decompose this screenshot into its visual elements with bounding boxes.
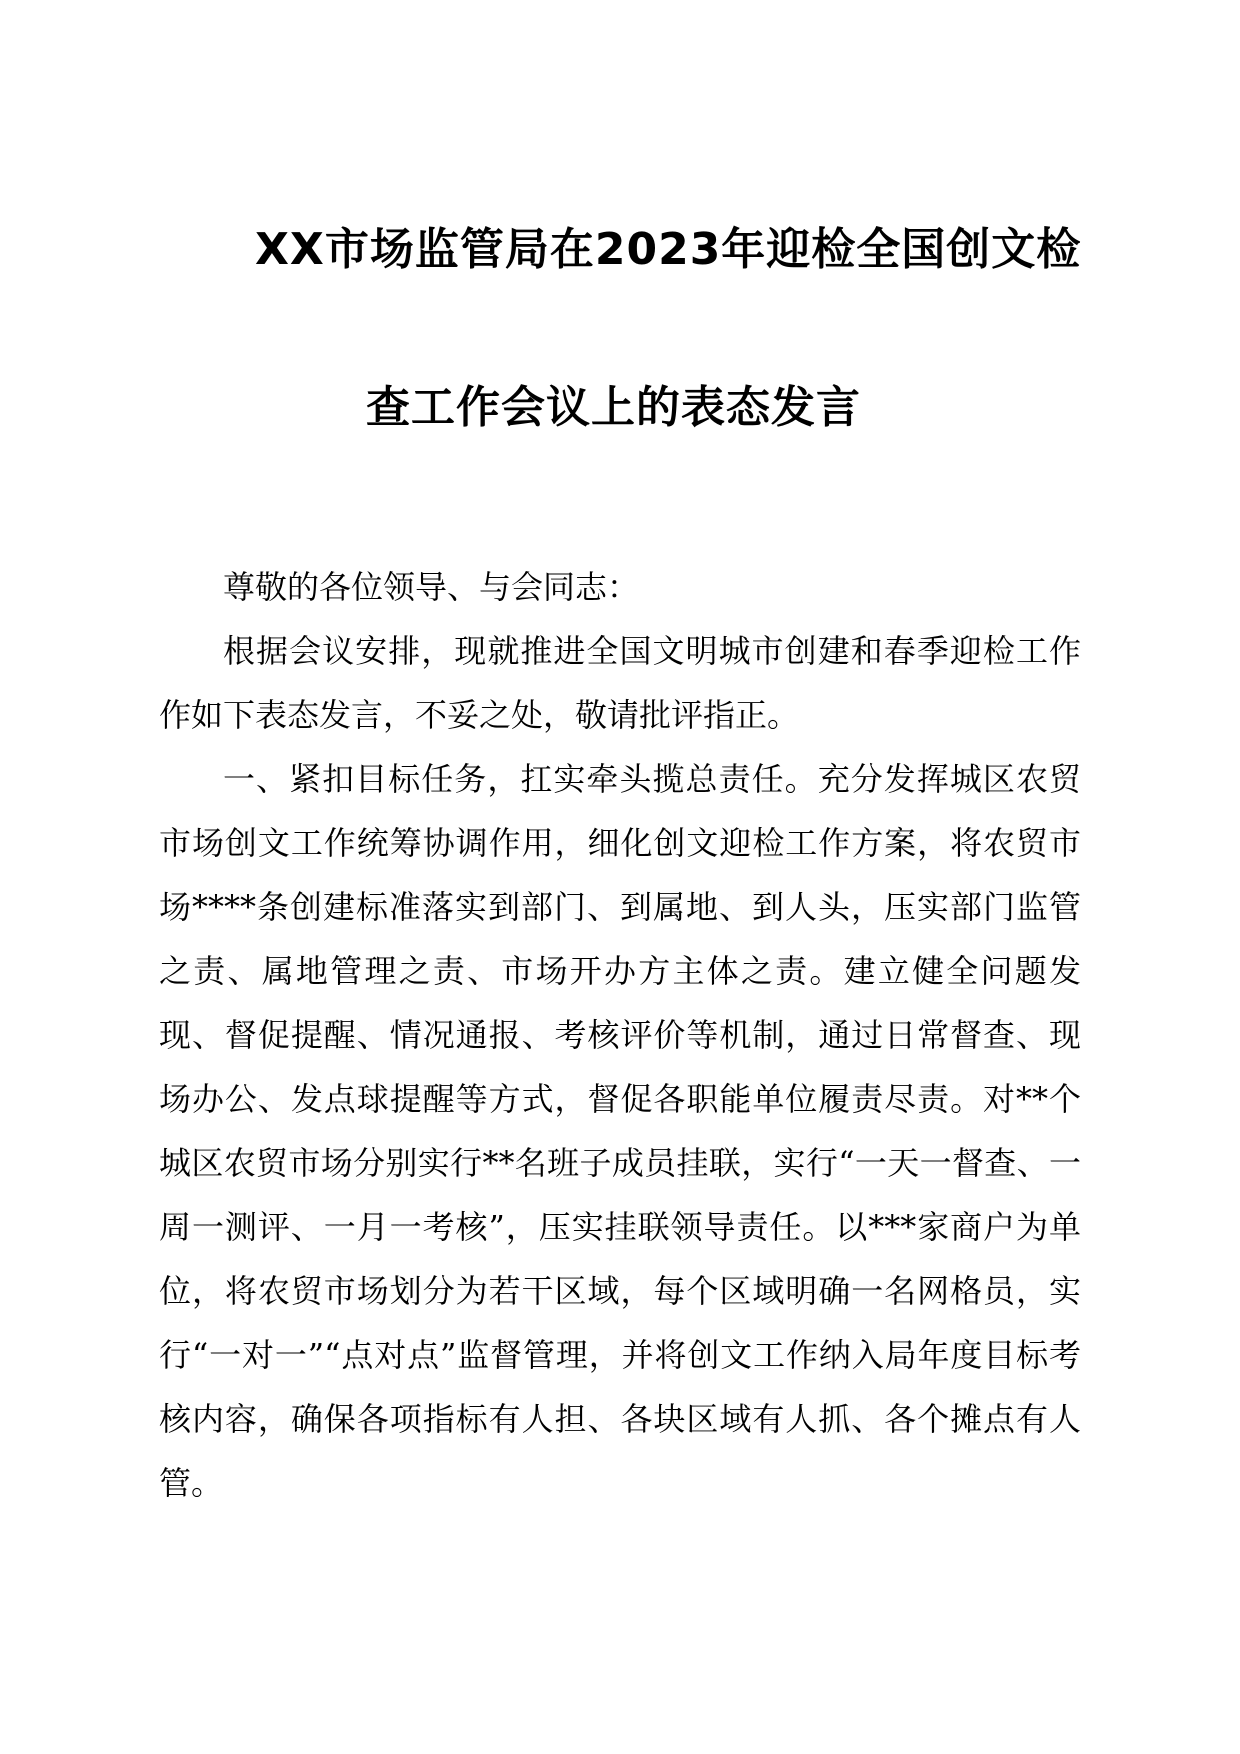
document-title-line-2: 查工作会议上的表态发言	[366, 382, 861, 433]
salutation: 尊敬的各位领导、与会同志：	[223, 568, 640, 606]
paragraph-intro: 根据会议安排，现就推进全国文明城市创建和春季迎检工作作如下表态发言，不妥之处，敬请批评指正。	[159, 632, 1081, 734]
body-paragraphs	[159, 619, 1081, 1515]
document-title-line-1: XX市场监管局在2023年迎检全国创文检	[255, 224, 1082, 275]
paragraph-section-1: 一、紧扣目标任务，扛实牵头揽总责任。充分发挥城区农贸市场创文工作统筹协调作用，细化创文迎检工作方案，将农贸市场****条创建标准落实到部门、到属地、到人头，压实部门监管之责、属地管理之责、市场开办方主体之责。建立健全问题发现、督促提醒、情况通报、考核评价等机制，通过日常督查、现场办公、发点球提醒等方式，督促各职能单位履责尽责。对**个城区农贸市场分别实行**名班子成员挂联，实行“一天一督查、一周一测评、一月一考核”，压实挂联领导责任。以***家商户为单位，将农贸市场划分为若干区域，每个区域明确一名网格员，实行“一对一”“点对点”监督管理，并将创文工作纳入局年度目标考核内容，确保各项指标有人担、各块区域有人抓、各个摊点有人管。	[159, 760, 1081, 1502]
